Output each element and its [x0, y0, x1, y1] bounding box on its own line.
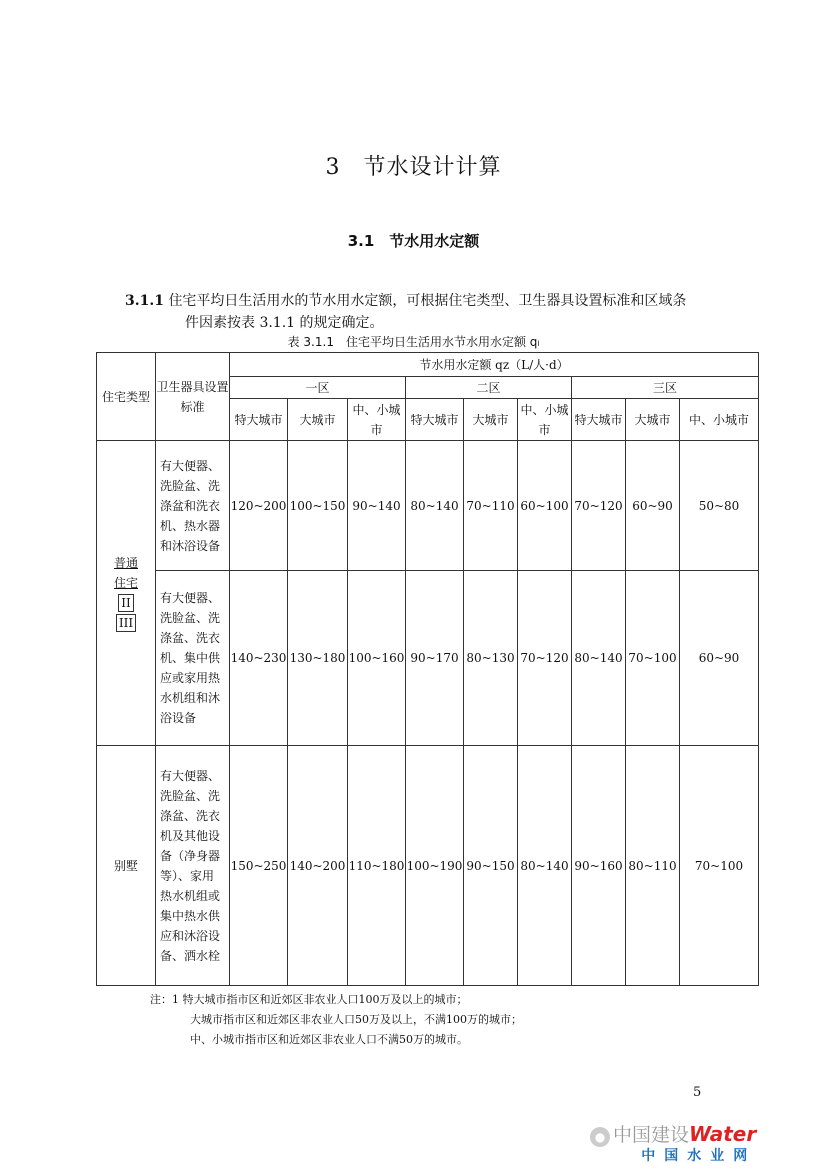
quota-value: 100~190 — [406, 746, 464, 986]
quota-value: 60~90 — [626, 441, 680, 571]
quota-value: 130~180 — [288, 571, 348, 746]
quota-value: 100~150 — [288, 441, 348, 571]
header-city-size: 特大城市 — [572, 399, 626, 441]
quota-value: 70~100 — [626, 571, 680, 746]
quota-value: 70~110 — [464, 441, 518, 571]
quota-value: 120~200 — [230, 441, 288, 571]
page-number: 5 — [693, 1085, 702, 1100]
quota-value: 80~110 — [626, 746, 680, 986]
quota-value: 80~140 — [406, 441, 464, 571]
chapter-title: 3 节水设计计算 — [325, 155, 502, 180]
type-cell-villa: 别墅 — [97, 746, 156, 986]
clause-text-line2: 件因素按表 3.1.1 的规定确定。 — [185, 315, 384, 331]
header-quota: 节水用水定额 qz（L/人·d） — [230, 353, 759, 377]
quota-value: 50~80 — [680, 441, 759, 571]
quota-value: 140~200 — [288, 746, 348, 986]
fixture-cell: 有大便器、洗脸盆、洗涤盆、洗衣机及其他设备（净身器等）、家用热水机组或集中热水供应和沐浴设备、洒水栓 — [156, 746, 230, 986]
header-type: 住宅类型 — [97, 353, 156, 441]
header-city-size: 大城市 — [288, 399, 348, 441]
section-title: 3.1 节水用水定额 — [347, 232, 480, 250]
wechat-icon: ● — [590, 1127, 610, 1147]
quota-value: 150~250 — [230, 746, 288, 986]
quota-value: 110~180 — [348, 746, 406, 986]
quota-value: 140~230 — [230, 571, 288, 746]
watermark-brand: Water — [689, 1122, 757, 1146]
clause-text-line1: 住宅平均日生活用水的节水用水定额，可根据住宅类型、卫生器具设置标准和区域条 — [168, 293, 687, 309]
header-fixtures: 卫生器具设置标准 — [156, 353, 230, 441]
header-city-size: 特大城市 — [230, 399, 288, 441]
watermark-text: 中国建设 — [613, 1124, 690, 1146]
watermark-sub: 中国水业网 — [641, 1148, 757, 1164]
clause-paragraph — [125, 290, 745, 334]
quota-value: 70~100 — [680, 746, 759, 986]
water-quota-table — [96, 352, 759, 986]
type-label-residence: 住宅 — [113, 576, 138, 590]
quota-value: 80~130 — [464, 571, 518, 746]
fixture-cell: 有大便器、洗脸盆、洗涤盆、洗衣机、集中供应或家用热水机组和沐浴设备 — [156, 571, 230, 746]
quota-value: 70~120 — [572, 441, 626, 571]
quota-value: 90~160 — [572, 746, 626, 986]
quota-value: 60~100 — [518, 441, 572, 571]
note-line: 注：1 特大城市指市区和近郊区非农业人口100万及以上的城市； — [150, 993, 468, 1006]
fixture-cell: 有大便器、洗脸盆、洗涤盆和洗衣机、热水器和沐浴设备 — [156, 441, 230, 571]
header-city-size: 中、小城市 — [518, 399, 572, 441]
header-city-size: 特大城市 — [406, 399, 464, 441]
quota-value: 70~120 — [518, 571, 572, 746]
type-label-ordinary: 普通 — [113, 556, 138, 570]
type-cell-ordinary — [97, 441, 156, 746]
quota-value: 90~150 — [464, 746, 518, 986]
quota-value: 90~140 — [348, 441, 406, 571]
header-city-size: 大城市 — [464, 399, 518, 441]
table-notes — [150, 990, 522, 1050]
header-city-size: 大城市 — [626, 399, 680, 441]
quota-value: 90~170 — [406, 571, 464, 746]
table-caption: 表 3.1.1 住宅平均日生活用水节水用水定额 qₗ — [287, 335, 540, 349]
header-city-size: 中、小城市 — [348, 399, 406, 441]
header-zone: 三区 — [572, 377, 759, 399]
watermark — [590, 1120, 756, 1165]
note-line: 大城市指市区和近郊区非农业人口50万及以上，不满100万的城市； — [190, 1013, 522, 1026]
type-tag: II — [118, 594, 133, 612]
header-zone: 二区 — [406, 377, 572, 399]
header-zone: 一区 — [230, 377, 406, 399]
quota-value: 60~90 — [680, 571, 759, 746]
type-tag: III — [116, 614, 136, 632]
note-line: 中、小城市指市区和近郊区非农业人口不满50万的城市。 — [190, 1033, 468, 1046]
clause-number: 3.1.1 — [125, 293, 164, 309]
quota-value: 80~140 — [572, 571, 626, 746]
quota-value: 80~140 — [518, 746, 572, 986]
quota-value: 100~160 — [348, 571, 406, 746]
header-city-size: 中、小城市 — [680, 399, 759, 441]
